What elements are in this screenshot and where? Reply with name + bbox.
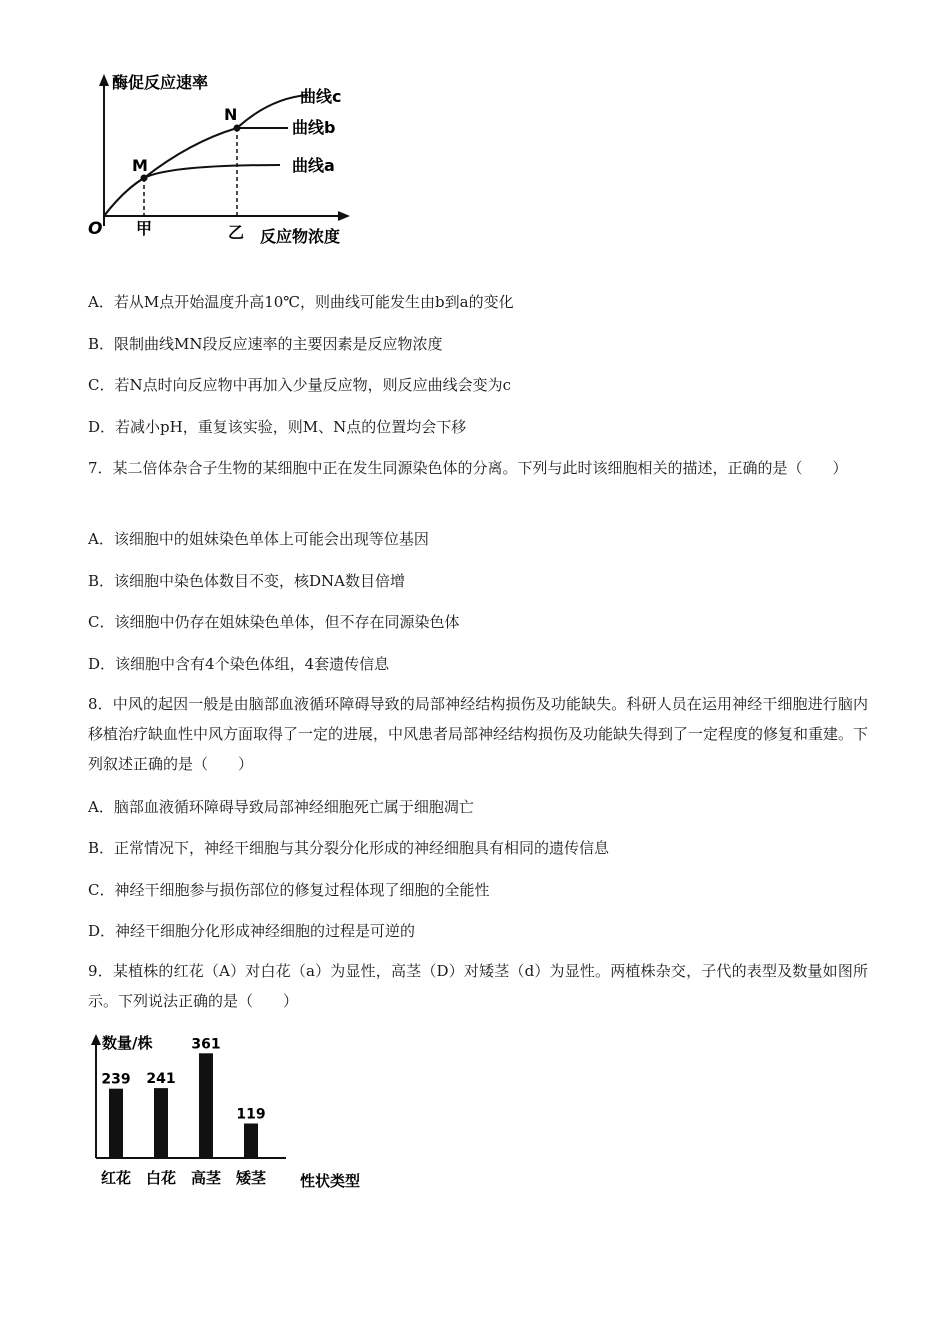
q6-option-b: B．限制曲线MN段反应速率的主要因素是反应物浓度 — [88, 335, 443, 353]
tick-jia-label: 甲 — [136, 219, 153, 238]
category-label-0: 红花 — [100, 1169, 132, 1187]
q9-stem: 9．某植株的红花（A）对白花（a）为显性，高茎（D）对矮茎（d）为显性。两植株杂交，子代的表型及数量如图所示。下列说法正确的是（ ） — [88, 962, 868, 1010]
phenotype-bar-chart — [88, 1028, 388, 1198]
q7-stem: 7．某二倍体杂合子生物的某细胞中正在发生同源染色体的分离。下列与此时该细胞相关的描述，正确的是（ ） — [88, 459, 848, 477]
point-n-label: N — [224, 105, 238, 124]
q8-option-c: C．神经干细胞参与损伤部位的修复过程体现了细胞的全能性 — [88, 881, 490, 899]
q8-stem: 8．中风的起因一般是由脑部血液循环障碍导致的局部神经结构损伤及功能缺失。科研人员在运用神经干细胞进行脑内移植治疗缺血性中风方面取得了一定的进展，中风患者局部神经结构损伤及功能缺失得到了一定程度的修复和重建。下列叙述正确的是（ ） — [88, 695, 869, 773]
enzyme-rate-figure — [80, 70, 380, 260]
tick-yi-label: 乙 — [228, 223, 245, 242]
bar-3 — [244, 1123, 258, 1158]
chart-x-axis-label: 性状类型 — [300, 1172, 361, 1190]
curve-a — [104, 165, 280, 216]
q8-option-b: B．正常情况下，神经干细胞与其分裂分化形成的神经细胞具有相同的遗传信息 — [88, 839, 610, 857]
bar-value-label-2: 361 — [191, 1036, 221, 1053]
curve-a-label: 曲线a — [292, 156, 335, 175]
q7-option-d: D．该细胞中含有4个染色体组，4套遗传信息 — [88, 655, 390, 673]
chart-y-axis-label: 数量/株 — [102, 1034, 153, 1052]
y-axis-label: 酶促反应速率 — [112, 73, 209, 92]
q6-option-a: A．若从M点开始温度升高10℃，则曲线可能发生由b到a的变化 — [88, 293, 514, 311]
point-m-label: M — [132, 156, 148, 175]
bar-2 — [199, 1053, 213, 1158]
bar-value-label-0: 239 — [101, 1071, 131, 1088]
q6-option-d: D．若减小pH，重复该实验，则M、N点的位置均会下移 — [88, 418, 467, 436]
chart-bars — [101, 1036, 268, 1187]
x-axis-arrow-icon — [338, 211, 350, 221]
bar-0 — [109, 1089, 123, 1158]
bar-value-label-3: 119 — [236, 1106, 266, 1123]
origin-label: O — [88, 219, 103, 239]
q7-option-a: A．该细胞中的姐妹染色单体上可能会出现等位基因 — [88, 530, 429, 548]
bar-value-label-1: 241 — [146, 1071, 176, 1088]
point-n-marker — [234, 125, 241, 132]
x-axis-label: 反应物浓度 — [260, 227, 341, 246]
q8-option-a: A．脑部血液循环障碍导致局部神经细胞死亡属于细胞凋亡 — [88, 798, 474, 816]
category-label-3: 矮茎 — [235, 1169, 267, 1187]
point-m-marker — [141, 175, 148, 182]
curve-b-label: 曲线b — [292, 118, 336, 137]
bar-1 — [154, 1088, 168, 1158]
q7-option-b: B．该细胞中染色体数目不变，核DNA数目倍增 — [88, 572, 406, 590]
category-label-2: 高茎 — [190, 1169, 222, 1187]
y-axis-arrow-icon — [99, 74, 109, 86]
q6-option-c: C．若N点时向反应物中再加入少量反应物，则反应曲线会变为c — [88, 376, 512, 394]
q8-option-d: D．神经干细胞分化形成神经细胞的过程是可逆的 — [88, 922, 416, 940]
category-label-1: 白花 — [145, 1169, 177, 1187]
q7-option-c: C．该细胞中仍存在姐妹染色单体，但不存在同源染色体 — [88, 613, 460, 631]
chart-y-axis-arrow-icon — [91, 1034, 101, 1045]
curve-c-label: 曲线c — [300, 87, 342, 106]
